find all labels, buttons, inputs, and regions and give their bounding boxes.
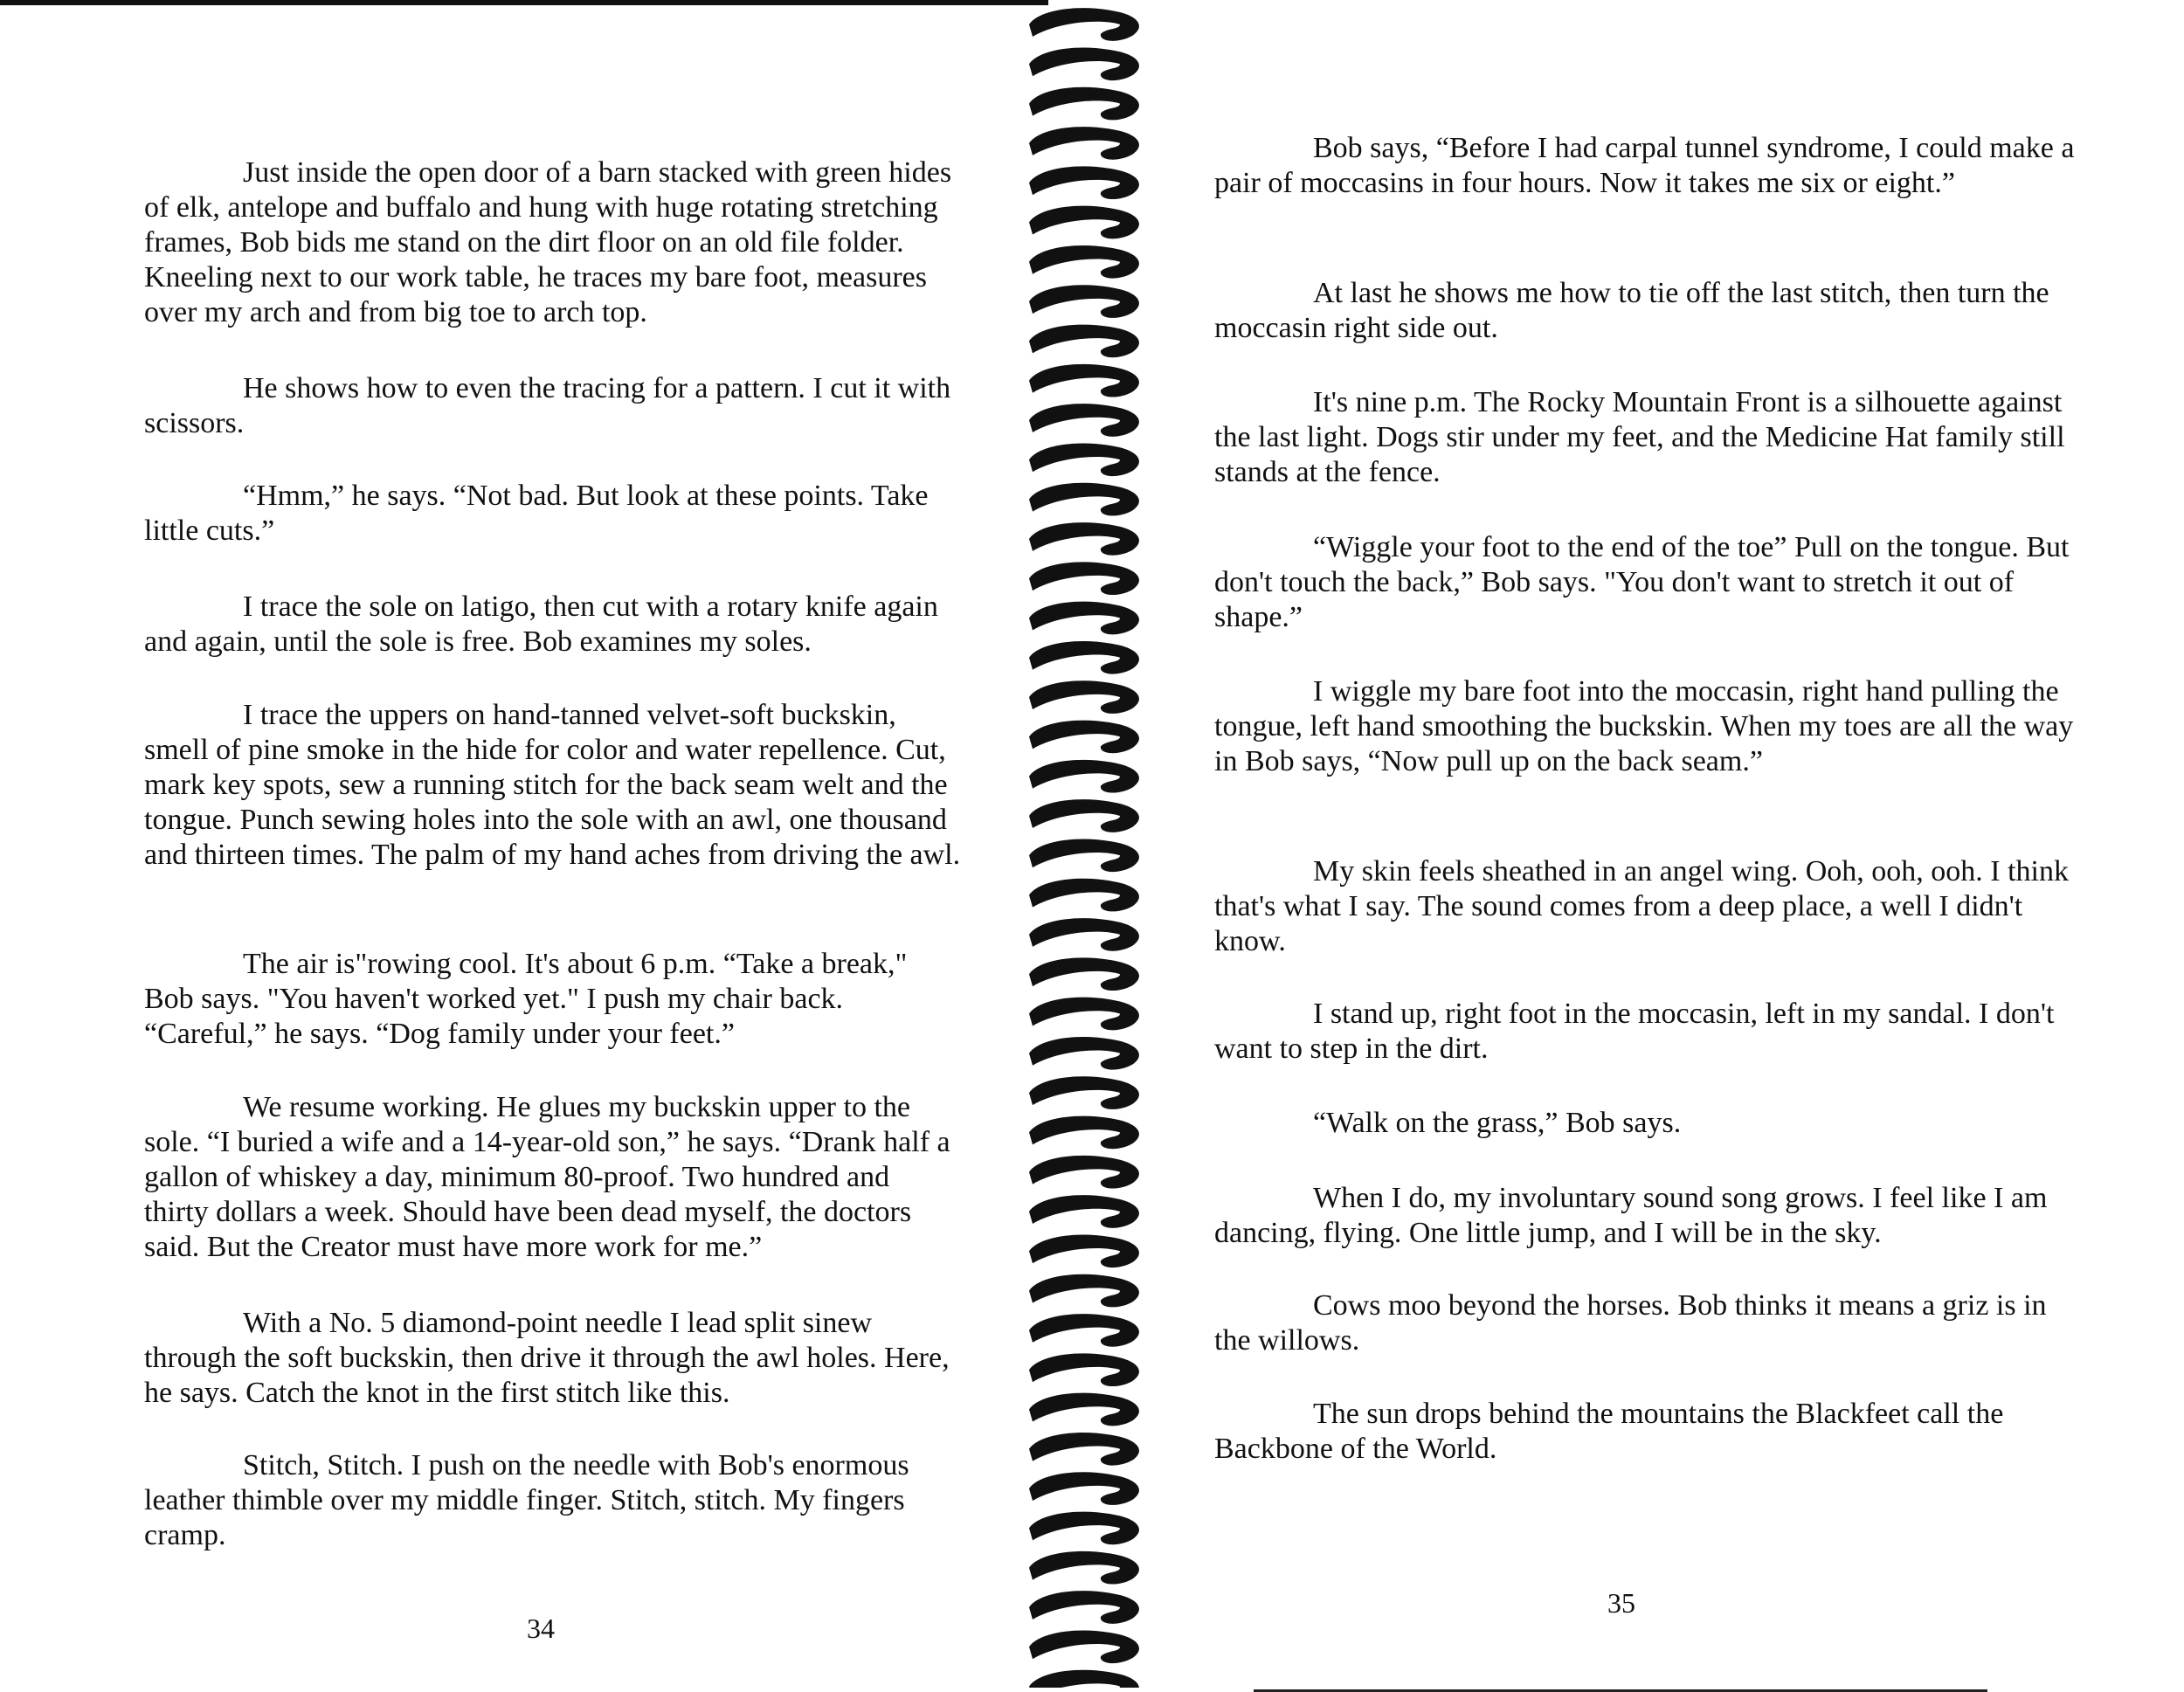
spiral-coil — [1029, 1156, 1139, 1189]
spiral-coil — [1029, 1591, 1139, 1624]
spiral-coil — [1029, 166, 1139, 199]
spiral-coil — [1029, 87, 1139, 121]
spiral-coil — [1029, 1314, 1139, 1347]
paragraph: My skin feels sheathed in an angel wing. Ooh, ooh, ooh. I think that's what I say. The sound comes from a deep place, a well I didn't know. — [1214, 855, 2069, 957]
spiral-coil — [1029, 245, 1139, 279]
spiral-coil — [1029, 522, 1139, 556]
left-page — [0, 0, 1013, 1688]
spiral-coil — [1029, 1234, 1139, 1267]
paragraph: He shows how to even the tracing for a pattern. I cut it with scissors. — [144, 372, 951, 439]
spiral-coil — [1029, 1472, 1139, 1505]
spiral-coil — [1029, 1116, 1139, 1150]
spiral-coil — [1029, 721, 1139, 754]
spiral-coil — [1029, 641, 1139, 674]
paragraph: Just inside the open door of a barn stacked with green hides of elk, antelope and buffalo and hung with huge rotating stretching frames, Bob bids me stand on the dirt floor on an old file folder. Kneeling next to our work table, he traces my bare foot, measures over my arch and from big toe to arch top. — [144, 156, 952, 328]
spiral-coil — [1029, 1037, 1139, 1070]
spiral-coil — [1029, 285, 1139, 318]
paragraph: Bob says, “Before I had carpal tunnel syndrome, I could make a pair of moccasins in four hours. Now it takes me six or eight.” — [1214, 132, 2075, 199]
right-page — [1162, 0, 2184, 1688]
spiral-coil — [1029, 799, 1139, 832]
spiral-coil — [1029, 562, 1139, 595]
spiral-coil — [1029, 918, 1139, 951]
spiral-coil — [1029, 1630, 1139, 1663]
spiral-coil — [1029, 47, 1139, 80]
spiral-coil — [1029, 680, 1139, 714]
paragraph: I wiggle my bare foot into the moccasin, right hand pulling the tongue, left hand smoothing the buckskin. When my toes are all the way in Bob says, “Now pull up on the back seam.” — [1214, 675, 2074, 777]
spiral-coil — [1029, 1195, 1139, 1228]
paragraph: The air is"rowing cool. It's about 6 p.m. “Take a break," Bob says. "You haven't worked yet." I push my chair back. “Careful,” he says. “Dog family under your feet.” — [144, 948, 908, 1050]
spiral-coil — [1029, 879, 1139, 912]
spiral-coil — [1029, 443, 1139, 476]
spiral-coil — [1029, 8, 1139, 41]
spiral-coil — [1029, 1353, 1139, 1386]
paragraph: “Wiggle your foot to the end of the toe” Pull on the tongue. But don't touch the back,” Bob says. "You don't want to stretch it out of shape.” — [1214, 531, 2070, 633]
page-number: 34 — [527, 1613, 555, 1644]
spiral-binding-icon — [1022, 0, 1153, 1688]
spiral-coil — [1029, 1551, 1139, 1585]
spiral-coil — [1029, 839, 1139, 872]
paragraph: At last he shows me how to tie off the last stitch, then turn the moccasin right side out. — [1214, 277, 2049, 344]
spiral-coil — [1029, 1433, 1139, 1466]
spiral-coil — [1029, 1512, 1139, 1545]
spiral-coil — [1029, 1393, 1139, 1426]
paragraph: We resume working. He glues my buckskin upper to the sole. “I buried a wife and a 14-year-old son,” he says. “Drank half a gallon of whiskey a day, minimum 80-proof. Two hundred and thirty dollars a week. Should have been dead myself, the doctors said. But the Creator must have more work for me.” — [144, 1091, 950, 1263]
paragraph: “Walk on the grass,” Bob says. — [1313, 1107, 1682, 1139]
paragraph: I stand up, right foot in the moccasin, left in my sandal. I don't want to step in the dirt. — [1214, 998, 2055, 1065]
paragraph: It's nine p.m. The Rocky Mountain Front is a silhouette against the last light. Dogs stir under my feet, and the Medicine Hat family still stands at the fence. — [1214, 386, 2065, 488]
spiral-coil — [1029, 127, 1139, 160]
spiral-coil — [1029, 760, 1139, 793]
paragraph: I trace the uppers on hand-tanned velvet-soft buckskin, smell of pine smoke in the hide for color and water repellence. Cut, mark key spots, sew a running stitch for the back seam welt and the tongue. Punch sewing holes into the sole with an awl, one thousand and thirteen times. The palm of my hand aches from driving the awl. — [144, 699, 961, 871]
spiral-coil — [1029, 957, 1139, 991]
spiral-coil — [1029, 998, 1139, 1031]
paragraph: When I do, my involuntary sound song grows. I feel like I am dancing, flying. One little jump, and I will be in the sky. — [1214, 1182, 2048, 1249]
paragraph: Stitch, Stitch. I push on the needle with Bob's enormous leather thimble over my middle finger. Stitch, stitch. My fingers cramp. — [144, 1449, 909, 1551]
page-number: 35 — [1607, 1587, 1635, 1619]
paragraph: I trace the sole on latigo, then cut with a rotary knife again and again, until the sole is free. Bob examines my soles. — [144, 590, 938, 658]
spiral-coil — [1029, 404, 1139, 437]
spiral-coil — [1029, 1076, 1139, 1109]
spiral-coil — [1029, 1274, 1139, 1308]
spiral-coil — [1029, 325, 1139, 358]
paragraph: “Hmm,” he says. “Not bad. But look at these points. Take little cuts.” — [144, 480, 929, 547]
spiral-coil — [1029, 1670, 1139, 1688]
paragraph: The sun drops behind the mountains the Blackfeet call the Backbone of the World. — [1214, 1398, 2004, 1465]
spiral-coil — [1029, 206, 1139, 239]
spiral-coil — [1029, 483, 1139, 516]
spiral-coil — [1029, 364, 1139, 397]
paragraph: With a No. 5 diamond-point needle I lead split sinew through the soft buckskin, then drive it through the awl holes. Here, he says. Catch the knot in the first stitch like this. — [144, 1307, 950, 1409]
spiral-coil — [1029, 602, 1139, 635]
paragraph: Cows moo beyond the horses. Bob thinks it means a griz is in the willows. — [1214, 1289, 2047, 1357]
